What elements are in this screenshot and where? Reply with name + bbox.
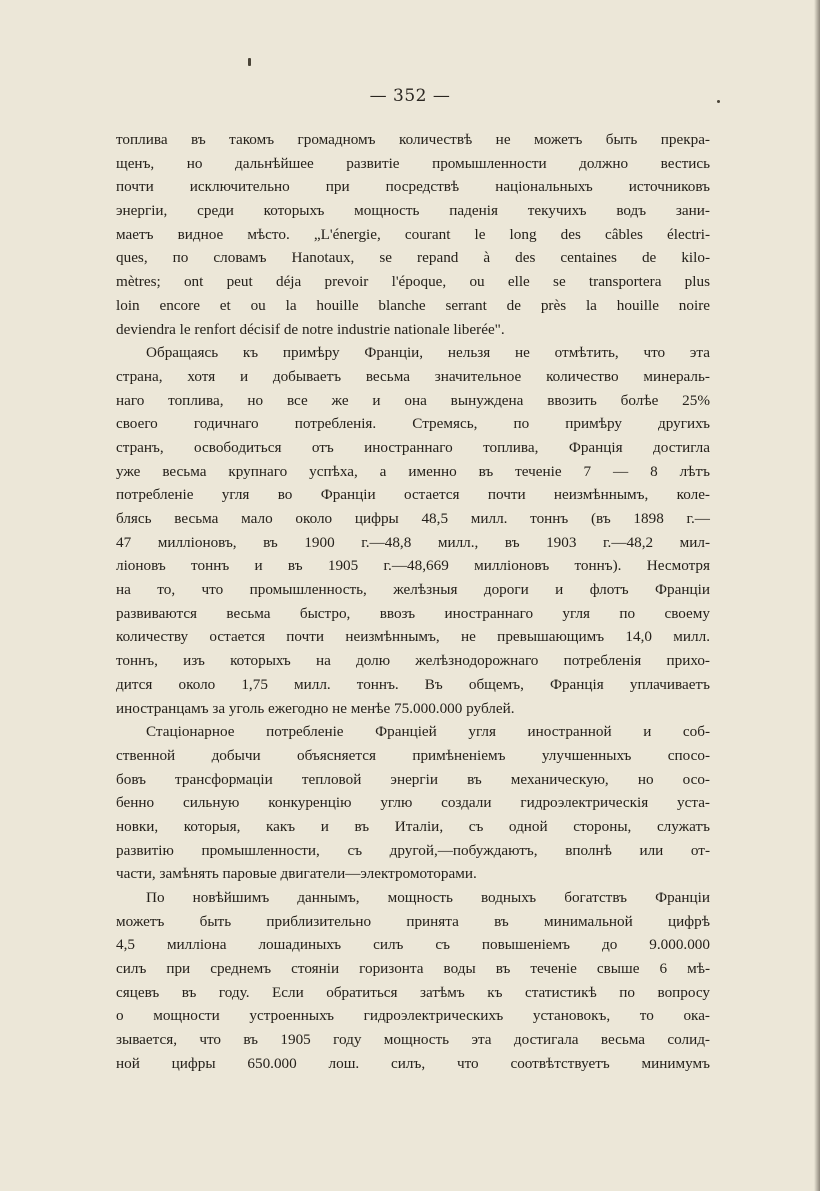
text-line: Обращаясь къ примѣру Франціи, нельзя не отмѣтить, что эта bbox=[146, 344, 710, 362]
text-line: наго топлива, но все же и она вынуждена ввозить болѣе 25% bbox=[116, 391, 710, 409]
text-line: части, замѣнять паровые двигатели—электромоторами. bbox=[116, 865, 477, 883]
text-line: ственной добычи объясняется примѣненіемъ улучшенныхъ спосо- bbox=[116, 746, 710, 764]
text-line: уже весьма крупнаго успѣха, а именно въ теченіе 7 — 8 лѣтъ bbox=[116, 462, 710, 480]
text-line: энергіи, среди которыхъ мощность паденія текучихъ водъ зани- bbox=[116, 202, 710, 220]
text-line: deviendra le renfort décisif de notre industrie nationale liberée". bbox=[116, 320, 505, 338]
text-line: бенно сильную конкуренцію углю создали гидроэлектрическія уста- bbox=[116, 794, 710, 812]
text-line: сяцевъ въ году. Если обратиться затѣмъ къ статистикѣ по вопросу bbox=[116, 983, 710, 1001]
text-line: развиваются весьма быстро, ввозъ иностраннаго угля по своему bbox=[116, 604, 710, 622]
text-line: потребленіе угля во Франціи остается почти неизмѣннымъ, коле- bbox=[116, 486, 710, 504]
ink-speck bbox=[248, 58, 251, 66]
page-edge-shadow bbox=[814, 0, 820, 1191]
text-line: топлива въ такомъ громадномъ количествѣ не можетъ быть прекра- bbox=[116, 131, 710, 148]
text-line: новки, которыя, какъ и въ Италіи, съ одной стороны, служатъ bbox=[116, 817, 710, 835]
text-line: блясь весьма мало около цифры 48,5 милл. тоннъ (въ 1898 г.— bbox=[116, 510, 710, 527]
text-line: о мощности устроенныхъ гидроэлектрическихъ установокъ, то ока- bbox=[116, 1007, 710, 1025]
text-line: количеству остается почти неизмѣннымъ, не превышающимъ 14,0 милл. bbox=[116, 628, 710, 646]
text-line: странъ, освободиться отъ иностраннаго топлива, Франція достигла bbox=[116, 438, 710, 456]
text-line: своего годичнаго потребленія. Стремясь, по примѣру другихъ bbox=[116, 415, 710, 433]
text-line: дится около 1,75 милл. тоннъ. Въ общемъ, Франція уплачиваетъ bbox=[116, 675, 710, 693]
page-number: — 352 — bbox=[369, 86, 451, 106]
text-line: маетъ видное мѣсто. „L'énergie, courant le long des câbles électri- bbox=[116, 225, 710, 243]
text-line: 4,5 милліона лошадиныхъ силъ съ повышеніемъ до 9.000.000 bbox=[116, 936, 710, 954]
text-line: на то, что промышленность, желѣзныя дороги и флотъ Франціи bbox=[116, 581, 710, 599]
text-line: силъ при среднемъ стояніи горизонта воды въ теченіе свыше 6 мѣ- bbox=[116, 960, 710, 978]
text-line: зывается, что въ 1905 году мощность эта достигала весьма солид- bbox=[116, 1031, 710, 1049]
text-line: mètres; ont peut déja prevoir l'époque, ou elle se transportera plus bbox=[116, 273, 710, 291]
text-line: щенъ, но дальнѣйшее развитіе промышленности должно вестись bbox=[116, 154, 710, 172]
body-text bbox=[116, 128, 710, 1076]
text-line: ліоновъ тоннъ и въ 1905 г.—48,669 милліоновъ тоннъ). Несмотря bbox=[116, 557, 710, 575]
text-line: 47 милліоновъ, въ 1900 г.—48,8 милл., въ 1903 г.—48,2 мил- bbox=[116, 533, 710, 551]
text-line: тоннъ, изъ которыхъ на долю желѣзнодорожнаго потребленія прихо- bbox=[116, 652, 710, 670]
text-line: почти исключительно при посредствѣ національныхъ источниковъ bbox=[116, 178, 710, 196]
text-line: ной цифры 650.000 лош. силъ, что соотвѣтствуетъ минимумъ bbox=[116, 1054, 710, 1072]
text-line: страна, хотя и добываетъ весьма значительное количество минераль- bbox=[116, 367, 710, 385]
text-line: loin encore et ou la houille blanche serrant de près la houille noire bbox=[116, 296, 710, 314]
text-line: ques, по словамъ Hanotaux, se repand à des centaines de kilo- bbox=[116, 249, 710, 267]
text-line: иностранцамъ за уголь ежегодно не менѣе 75.000.000 рублей. bbox=[116, 699, 515, 717]
text-line: бовъ трансформаціи тепловой энергіи въ механическую, но осо- bbox=[116, 770, 710, 788]
text-line: развитію промышленности, съ другой,—побуждаютъ, вполнѣ или от- bbox=[116, 841, 710, 859]
text-line: Стаціонарное потребленіе Франціей угля иностранной и соб- bbox=[146, 723, 710, 741]
text-line: По новѣйшимъ даннымъ, мощность водныхъ богатствъ Франціи bbox=[146, 889, 710, 906]
text-line: можетъ быть приблизительно принята въ минимальной цифрѣ bbox=[116, 912, 710, 930]
